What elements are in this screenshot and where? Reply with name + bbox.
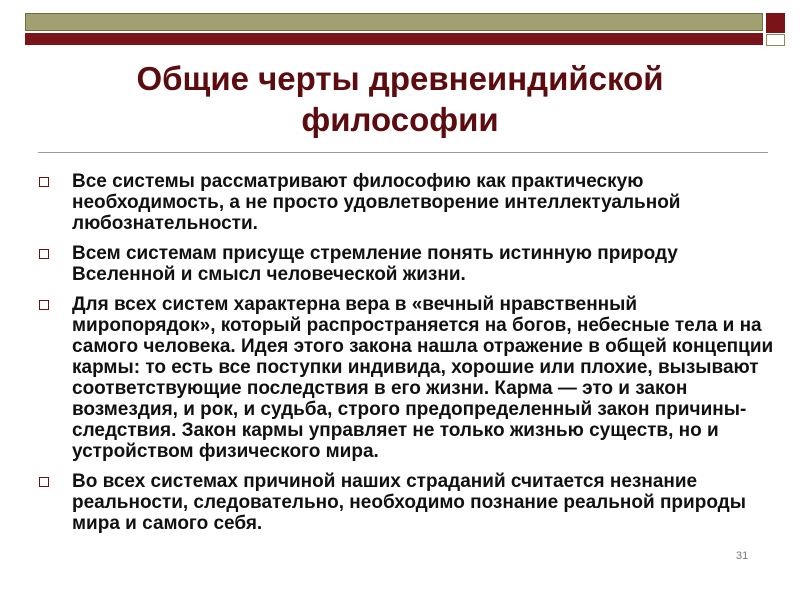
bullet-item <box>30 243 775 285</box>
bullet-text: Все системы рассматривают философию как практическую необходимость, а не просто удовлетворение интеллектуальной любознательности. <box>72 171 681 234</box>
title-divider <box>38 152 768 153</box>
header-bar-maroon <box>25 33 763 45</box>
bullet-text: Для всех систем характерна вера в «вечный нравственный миропорядок», который распространяется на богов, небесные тела и на самого человека. Идея этого закона нашла отражение в общей концепции кармы: то есть все поступки индивида, хорошие или плохие, вызывают соответствующие последствия в его жизни. Карма — это и закон возмездия, и рок, и судьба, строго предопределенный закон причины-следствия. Закон кармы управляет не только жизнью существ, но и устройством физического мира. <box>72 294 774 462</box>
header-square-maroon <box>766 13 785 33</box>
slide-title: Общие черты древнеиндийской философии <box>136 60 664 138</box>
bullet-text: Во всех системах причиной наших страданий считается незнание реальности, следовательно, необходимо познание реальной природы мира и самого себя. <box>72 471 746 534</box>
bullet-list <box>30 171 775 543</box>
square-bullet-icon <box>39 477 49 487</box>
page-number: 31 <box>736 550 749 562</box>
square-bullet-icon <box>39 177 49 187</box>
square-bullet-icon <box>39 300 49 310</box>
bullet-item <box>30 471 775 534</box>
header-bar-olive <box>25 13 763 31</box>
bullet-item <box>30 294 775 462</box>
bullet-text: Всем системам присуще стремление понять истинную природу Вселенной и смысл человеческой жизни. <box>72 243 678 285</box>
bullet-item <box>30 171 775 234</box>
square-bullet-icon <box>39 249 49 259</box>
header-square-outline <box>766 34 785 46</box>
